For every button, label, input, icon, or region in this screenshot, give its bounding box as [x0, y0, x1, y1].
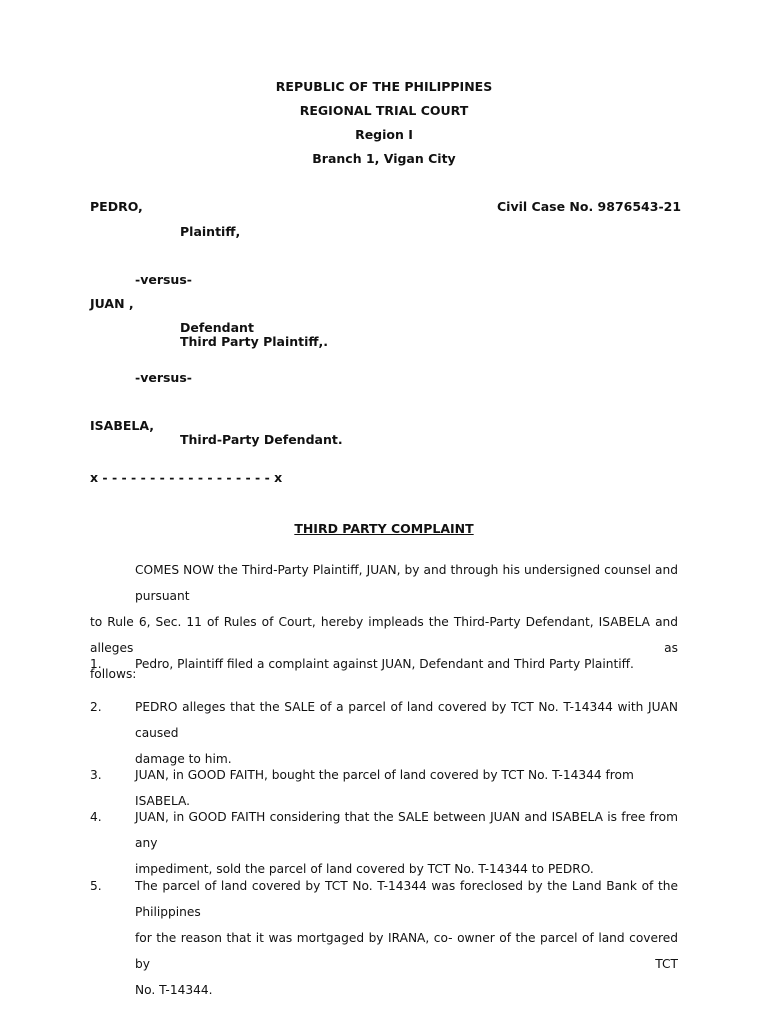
intro-line-1: COMES NOW the Third-Party Plaintiff, JUAN, by and through his undersigned counsel and pursuant [135, 563, 678, 603]
plaintiff-role: Plaintiff, [180, 224, 241, 239]
item-5-line-1: The parcel of land covered by TCT No. T-14344 was foreclosed by the Land Bank of the Philippines [135, 879, 678, 919]
item-5-line-3: No. T-14344. [135, 983, 213, 997]
item-2-line-1: PEDRO alleges that the SALE of a parcel of land covered by TCT No. T-14344 with JUAN caused [135, 700, 678, 740]
item-5-number: 5. [90, 879, 102, 893]
court-header-region: Region I [355, 127, 413, 142]
intro-line-3: follows: [90, 667, 137, 681]
third-party-defendant-name: ISABELA, [90, 418, 155, 433]
third-party-plaintiff-role: Third Party Plaintiff,. [180, 334, 329, 349]
court-header-branch: Branch 1, Vigan City [312, 151, 456, 166]
item-2-line-2: damage to him. [135, 752, 232, 766]
item-5-line-2: for the reason that it was mortgaged by IRANA, co- owner of the parcel of land covered by TCT [135, 931, 678, 971]
versus-2: -versus- [135, 370, 192, 385]
third-party-defendant-role: Third-Party Defendant. [180, 432, 343, 447]
versus-1: -versus- [135, 272, 192, 287]
court-header-rtc: REGIONAL TRIAL COURT [299, 103, 469, 118]
item-3-number: 3. [90, 768, 102, 782]
item-2-number: 2. [90, 700, 102, 714]
court-header-republic: REPUBLIC OF THE PHILIPPINES [275, 79, 493, 94]
item-4-text [135, 804, 678, 882]
item-4-line-1: JUAN, in GOOD FAITH considering that the SALE between JUAN and ISABELA is free from any [135, 810, 678, 850]
item-1-text [135, 651, 678, 677]
document-title: THIRD PARTY COMPLAINT [294, 521, 474, 536]
item-4-line-2: impediment, sold the parcel of land covered by TCT No. T-14344 to PEDRO. [135, 862, 594, 876]
item-4-number: 4. [90, 810, 102, 824]
caption-divider: x - - - - - - - - - - - - - - - - - - x [90, 470, 283, 485]
item-5-text [135, 873, 678, 1003]
intro-line-2: to Rule 6, Sec. 11 of Rules of Court, hereby impleads the Third-Party Defendant, ISABELA and alleges as [90, 615, 678, 655]
item-1-line-1: Pedro, Plaintiff filed a complaint against JUAN, Defendant and Third Party Plaintiff. [135, 657, 634, 671]
item-3-line-1: JUAN, in GOOD FAITH, bought the parcel of land covered by TCT No. T-14344 from ISABELA. [135, 768, 634, 808]
item-1-number: 1. [90, 657, 102, 671]
item-2-text [135, 694, 678, 772]
plaintiff-name: PEDRO, [90, 199, 143, 214]
defendant-name: JUAN , [90, 296, 134, 311]
case-number: Civil Case No. 9876543-21 [497, 199, 682, 214]
defendant-role: Defendant [180, 320, 254, 335]
